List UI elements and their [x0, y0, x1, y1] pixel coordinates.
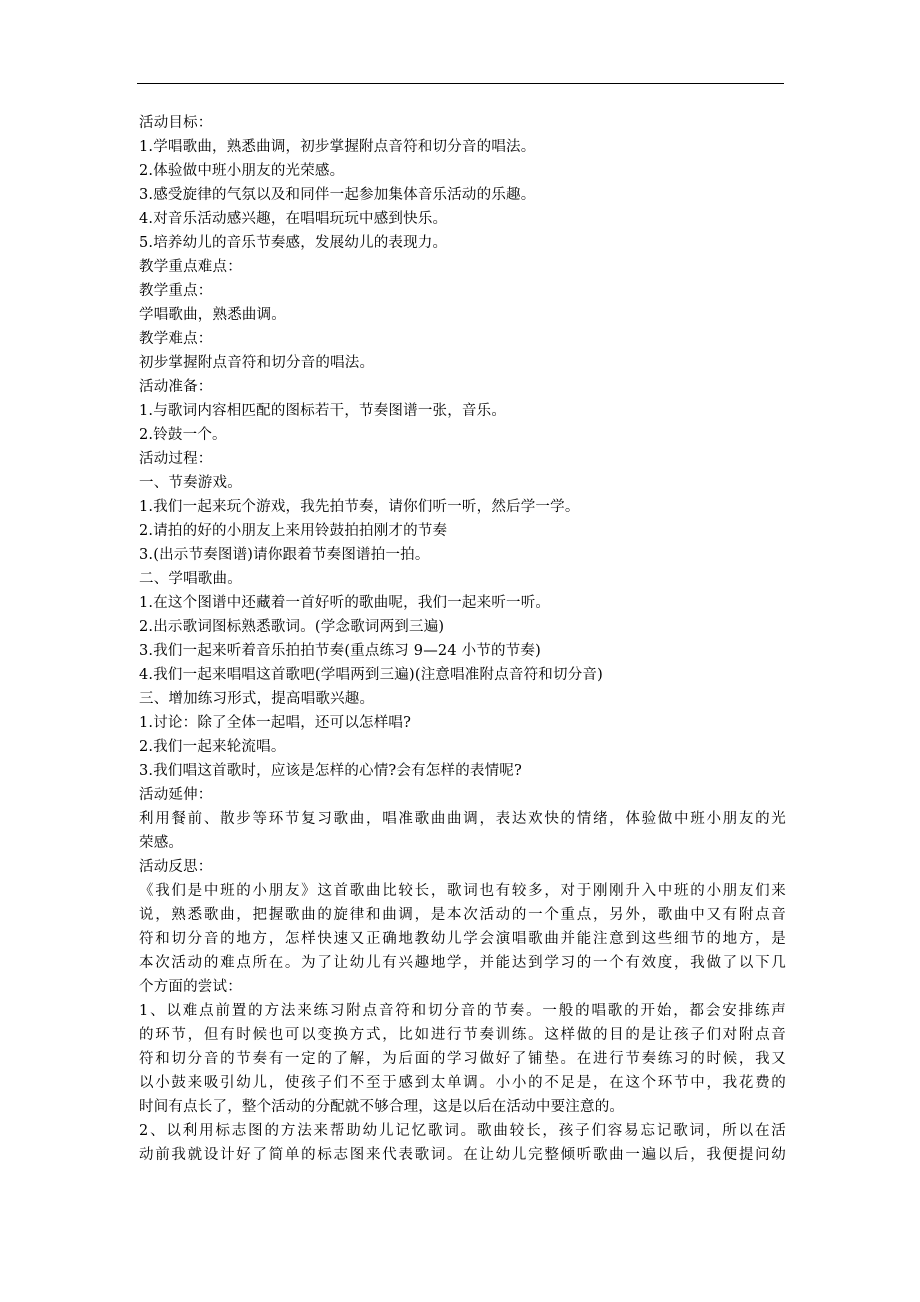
text-line: 的环节，但有时候也可以变换方式，比如进行节奏训练。这样做的目的是让孩子们对附点音 [139, 1027, 786, 1043]
text-line: 2.体验做中班小朋友的光荣感。 [139, 163, 345, 179]
text-line: 1.学唱歌曲，熟悉曲调，初步掌握附点音符和切分音的唱法。 [139, 139, 536, 155]
text-line: 以小鼓来吸引幼儿，使孩子们不至于感到太单调。小小的不足是，在这个环节中，我花费的 [139, 1075, 786, 1091]
text-line: 符和切分音的节奏有一定的了解，为后面的学习做好了铺垫。在进行节奏练习的时候，我又 [139, 1051, 786, 1067]
text-line: 二、学唱歌曲。 [139, 571, 242, 587]
text-line: 1.在这个图谱中还藏着一首好听的歌曲呢，我们一起来听一听。 [139, 595, 551, 611]
text-line: 1.我们一起来玩个游戏，我先拍节奏，请你们听一听，然后学一学。 [139, 499, 580, 515]
text-line: 利用餐前、散步等环节复习歌曲，唱准歌曲曲调，表达欢快的情绪，体验做中班小朋友的光 [139, 811, 786, 827]
text-line: 说，熟悉歌曲，把握歌曲的旋律和曲调，是本次活动的一个重点，另外，歌曲中又有附点音 [139, 907, 786, 923]
text-line: 2.铃鼓一个。 [139, 427, 227, 443]
text-line: 1.讨论：除了全体一起唱，还可以怎样唱? [139, 715, 412, 731]
text-line: 个方面的尝试： [139, 979, 242, 995]
text-line: 4.对音乐活动感兴趣，在唱唱玩玩中感到快乐。 [139, 211, 448, 227]
text-line: 3.感受旋律的气氛以及和同伴一起参加集体音乐活动的乐趣。 [139, 187, 536, 203]
text-line: 3.我们一起来听着音乐拍拍节奏(重点练习 9—24 小节的节奏) [139, 643, 541, 659]
text-line: 2.请拍的好的小朋友上来用铃鼓拍拍刚才的节奏 [139, 523, 448, 539]
text-line: 活动目标： [139, 115, 213, 131]
text-line: 初步掌握附点音符和切分音的唱法。 [139, 355, 375, 371]
text-line: 活动准备： [139, 379, 213, 395]
text-line: 2.出示歌词图标熟悉歌词。(学念歌词两到三遍) [139, 619, 445, 635]
text-line: 荣感。 [139, 835, 184, 851]
text-line: 2.我们一起来轮流唱。 [139, 739, 286, 755]
text-line: 1、以难点前置的方法来练习附点音符和切分音的节奏。一般的唱歌的开始，都会安排练声 [139, 1003, 786, 1019]
text-line: 三、增加练习形式，提高唱歌兴趣。 [139, 691, 375, 707]
text-line: 活动反思： [139, 859, 213, 875]
text-line: 教学难点： [139, 331, 213, 347]
text-line: 时间有点长了，整个活动的分配就不够合理，这是以后在活动中要注意的。 [139, 1099, 625, 1115]
text-line: 1.与歌词内容相匹配的图标若干，节奏图谱一张，音乐。 [139, 403, 507, 419]
text-line: 学唱歌曲，熟悉曲调。 [139, 307, 286, 323]
text-line: 5.培养幼儿的音乐节奏感，发展幼儿的表现力。 [139, 235, 448, 251]
text-line: 3.(出示节奏图谱)请你跟着节奏图谱拍一拍。 [139, 547, 430, 563]
text-line: 4.我们一起来唱唱这首歌吧(学唱两到三遍)(注意唱准附点音符和切分音) [139, 667, 603, 683]
header-rule [137, 83, 784, 84]
text-line: 2、以利用标志图的方法来帮助幼儿记忆歌词。歌曲较长，孩子们容易忘记歌词，所以在活 [139, 1123, 786, 1139]
document-body [139, 111, 786, 1167]
text-line: 一、节奏游戏。 [139, 475, 242, 491]
text-line: 本次活动的难点所在。为了让幼儿有兴趣地学，并能达到学习的一个有效度，我做了以下几 [139, 955, 786, 971]
text-line: 活动延伸： [139, 787, 213, 803]
text-line: 3.我们唱这首歌时，应该是怎样的心情?会有怎样的表情呢? [139, 763, 522, 779]
text-line: 符和切分音的地方，怎样快速又正确地教幼儿学会演唱歌曲并能注意到这些细节的地方，是 [139, 931, 786, 947]
text-line: 动前我就设计好了简单的标志图来代表歌词。在让幼儿完整倾听歌曲一遍以后，我便提问幼 [139, 1147, 786, 1163]
text-line: 《我们是中班的小朋友》这首歌曲比较长，歌词也有较多，对于刚刚升入中班的小朋友们来 [139, 883, 786, 899]
text-line: 教学重点： [139, 283, 213, 299]
text-line: 活动过程： [139, 451, 213, 467]
text-line: 教学重点难点： [139, 259, 242, 275]
